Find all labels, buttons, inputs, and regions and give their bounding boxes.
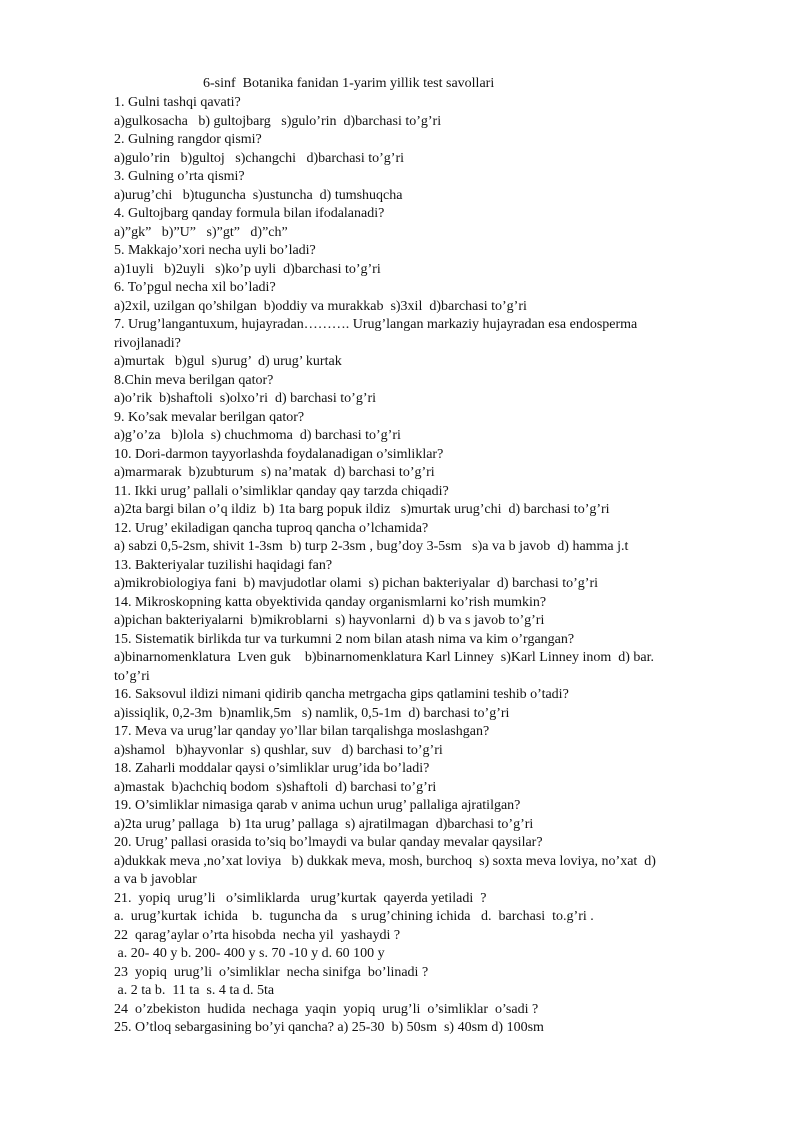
text-line: 8.Chin meva berilgan qator? <box>114 372 274 388</box>
text-line: 5. Makkajo’xori necha uyli bo’ladi? <box>114 243 316 258</box>
text-line: a)1uyli b)2uyli s)ko’p uyli d)barchasi to’g’ri <box>114 261 381 277</box>
text-line: a)2xil, uzilgan qo’shilgan b)oddiy va murakkab s)3xil d)barchasi to’g’ri <box>114 298 527 314</box>
text-line: a)shamol b)hayvonlar s) qushlar, suv d) barchasi to’g’ri <box>114 742 443 758</box>
text-line: 25. O’tloq sebargasining bo’yi qancha? a) 25-30 b) 50sm s) 40sm d) 100sm <box>114 1020 544 1035</box>
text-line: a)2ta urug’ pallaga b) 1ta urug’ pallaga s) ajratilmagan d)barchasi to’g’ri <box>114 816 534 832</box>
text-line: a)urug’chi b)tuguncha s)ustuncha d) tumshuqcha <box>114 187 403 203</box>
text-line: a)binarnomenklatura Lven guk b)binarnomenklatura Karl Linney s)Karl Linney inom d) bar. <box>114 650 654 665</box>
text-line: a)marmarak b)zubturum s) na’matak d) barchasi to’g’ri <box>114 465 435 480</box>
text-line: 16. Saksovul ildizi nimani qidirib qancha metrgacha gips qatlamini teshib o’tadi? <box>114 687 569 702</box>
text-line: 18. Zaharli moddalar qaysi o’simliklar urug’ida bo’ladi? <box>114 761 430 776</box>
text-line: 23 yopiq urug’li o’simliklar necha sinifga bo’linadi ? <box>114 964 429 980</box>
text-line: 2. Gulning rangdor qismi? <box>114 132 262 147</box>
text-line: a)murtak b)gul s)urug’ d) urug’ kurtak <box>114 354 342 369</box>
text-line: rivojlanadi? <box>114 335 181 351</box>
text-line: 17. Meva va urug’lar qanday yo’llar bilan tarqalishga moslashgan? <box>114 724 490 739</box>
text-line: 1. Gulni tashqi qavati? <box>114 95 241 110</box>
text-line: 10. Dori-darmon tayyorlashda foydalanadigan o’simliklar? <box>114 446 444 462</box>
text-line: a)issiqlik, 0,2-3m b)namlik,5m s) namlik, 0,5-1m d) barchasi to’g’ri <box>114 705 510 721</box>
text-line: 6. To’pgul necha xil bo’ladi? <box>114 280 276 295</box>
text-line: 24 o’zbekiston hudida nechaga yaqin yopiq urug’li o’simliklar o’sadi ? <box>114 1001 539 1017</box>
text-line: 3. Gulning o’rta qismi? <box>114 169 245 184</box>
text-line: a)gulo’rin b)gultoj s)changchi d)barchasi to’g’ri <box>114 150 405 166</box>
text-line: 9. Ko’sak mevalar berilgan qator? <box>114 409 305 425</box>
text-line: 12. Urug’ ekiladigan qancha tuproq qancha o’lchamida? <box>114 520 429 536</box>
text-line: a) sabzi 0,5-2sm, shivit 1-3sm b) turp 2-3sm , bug’doy 3-5sm s)a va b javob d) hamma j.t <box>114 539 629 554</box>
text-line: 4. Gultojbarg qanday formula bilan ifodalanadi? <box>114 206 385 221</box>
text-line: to’g’ri <box>114 668 150 684</box>
text-line: a. 20- 40 y b. 200- 400 y s. 70 -10 y d. 60 100 y <box>114 946 385 961</box>
text-line: a)dukkak meva ,no’xat loviya b) dukkak meva, mosh, burchoq s) soxta meva loviya, no’xat d) <box>114 853 656 869</box>
text-line: 11. Ikki urug’ pallali o’simliklar qanday qay tarzda chiqadi? <box>114 483 449 499</box>
text-line: a)pichan bakteriyalarni b)mikroblarni s) hayvonlarni d) b va s javob to’g’ri <box>114 613 545 628</box>
text-line: 21. yopiq urug’li o’simliklarda urug’kurtak qayerda yetiladi ? <box>114 890 487 906</box>
text-line: 19. O’simliklar nimasiga qarab v anima uchun urug’ pallaliga ajratilgan? <box>114 798 521 813</box>
text-line: 22 qarag’aylar o’rta hisobda necha yil yashaydi ? <box>114 927 401 943</box>
text-line: a)mastak b)achchiq bodom s)shaftoli d) barchasi to’g’ri <box>114 779 437 795</box>
text-line: a)gulkosacha b) gultojbarg s)gulo’rin d)barchasi to’g’ri <box>114 113 442 129</box>
text-line: a)o’rik b)shaftoli s)olxo’ri d) barchasi to’g’ri <box>114 391 377 406</box>
text-line: a)mikrobiologiya fani b) mavjudotlar olami s) pichan bakteriyalar d) barchasi to’g’ri <box>114 576 599 591</box>
text-line: a)g’o’za b)lola s) chuchmoma d) barchasi to’g’ri <box>114 428 401 443</box>
text-line: a)”gk” b)”U” s)”gt” d)”ch” <box>114 224 288 240</box>
document-title: 6-sinf Botanika fanidan 1-yarim yillik test savollari <box>203 76 495 91</box>
question-list <box>114 94 754 1038</box>
text-line: 20. Urug’ pallasi orasida to’siq bo’lmaydi va bular qanday mevalar qaysilar? <box>114 835 543 850</box>
text-line: a. urug’kurtak ichida b. tuguncha da s urug’chining ichida d. barchasi to.g’ri . <box>114 909 594 924</box>
text-line: 7. Urug’langantuxum, hujayradan………. Urug’langan markaziy hujayradan esa endosperma <box>114 317 638 332</box>
text-line: 15. Sistematik birlikda tur va turkumni 2 nom bilan atash nima va kim o’rgangan? <box>114 631 575 647</box>
text-line: 14. Mikroskopning katta obyektivida qanday organismlarni ko’rish mumkin? <box>114 594 547 610</box>
text-line: 13. Bakteriyalar tuzilishi haqidagi fan? <box>114 557 333 573</box>
text-line: a. 2 ta b. 11 ta s. 4 ta d. 5ta <box>114 983 275 998</box>
text-line: a va b javoblar <box>114 872 197 887</box>
text-line: a)2ta bargi bilan o’q ildiz b) 1ta barg popuk ildiz s)murtak urug’chi d) barchasi to’g’ri <box>114 502 610 517</box>
